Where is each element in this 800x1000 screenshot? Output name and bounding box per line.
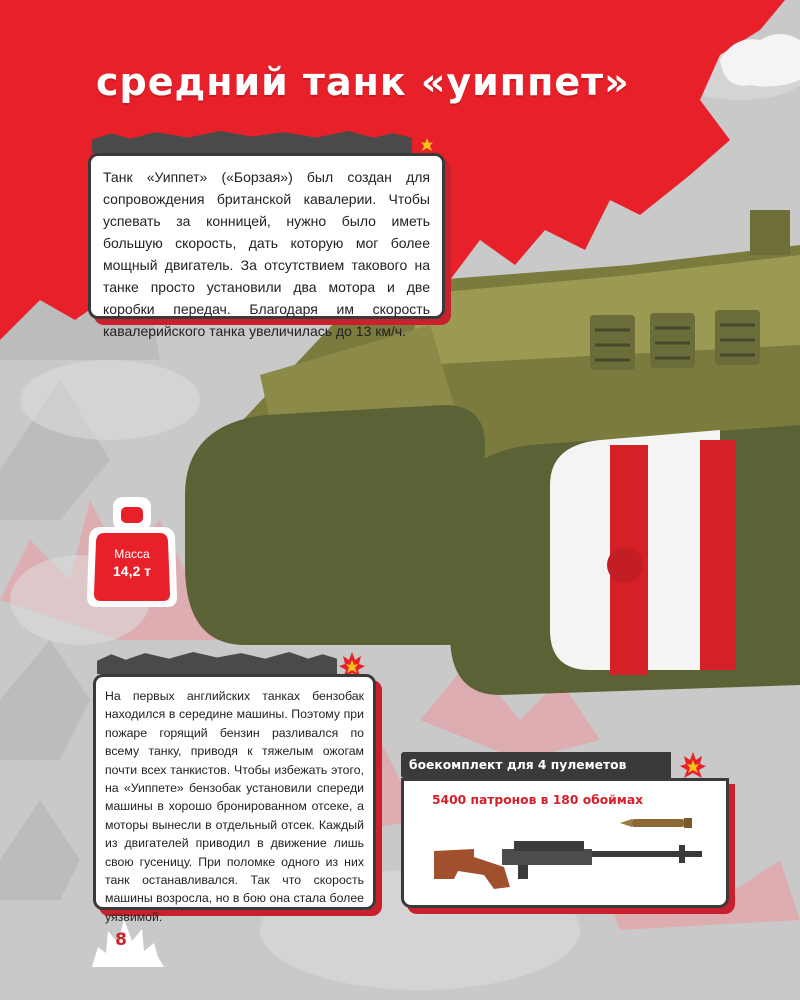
- machine-gun-illustration: [414, 805, 714, 893]
- fuel-note-text: На первых английских танках бензобак находился в середине машины. Поэтому при пожаре горящий бензин разливался по всему танку, приводя к тяжелым ожогам почти всех танкистов. Чтобы избежать этого, на «Уиппете» бензобак установили спереди машины в хорошо бронированном отсеке, а моторы вынесли в отдельный отсек. Каждый из двигателей приводил в движение лишь свою гусеницу. При поломке одного из них танк останавливался. Так что скорость машины возросла, но в бою она стала более уязвимой.: [105, 689, 364, 924]
- page-title: средний танк «уиппет»: [96, 60, 630, 104]
- intro-text: Танк «Уиппет» («Борзая») был создан для сопровождения британской кавалерии. Чтобы успевать за конницей, нужно было иметь большую скорость, дать которую мог более мощный двигатель. За отсутствием такового на танке просто установили два мотора и две коробки передач. Благодаря им скорость кавалерийского танка увеличилась до 13 км/ч.: [103, 169, 430, 339]
- flame-icon: [680, 752, 706, 778]
- mass-label: Масса: [114, 547, 150, 561]
- page-number: 8: [115, 930, 127, 950]
- ammo-box: [401, 778, 729, 908]
- fuel-text-box: [93, 674, 376, 924]
- ammo-subheader: 5400 патронов в 180 обоймах: [432, 793, 644, 807]
- mass-value: 14,2 т: [113, 563, 151, 579]
- intro-text-box: [88, 153, 445, 339]
- ammo-header: боекомплект для 4 пулеметов: [401, 752, 671, 778]
- cartridge-icon: [620, 818, 692, 828]
